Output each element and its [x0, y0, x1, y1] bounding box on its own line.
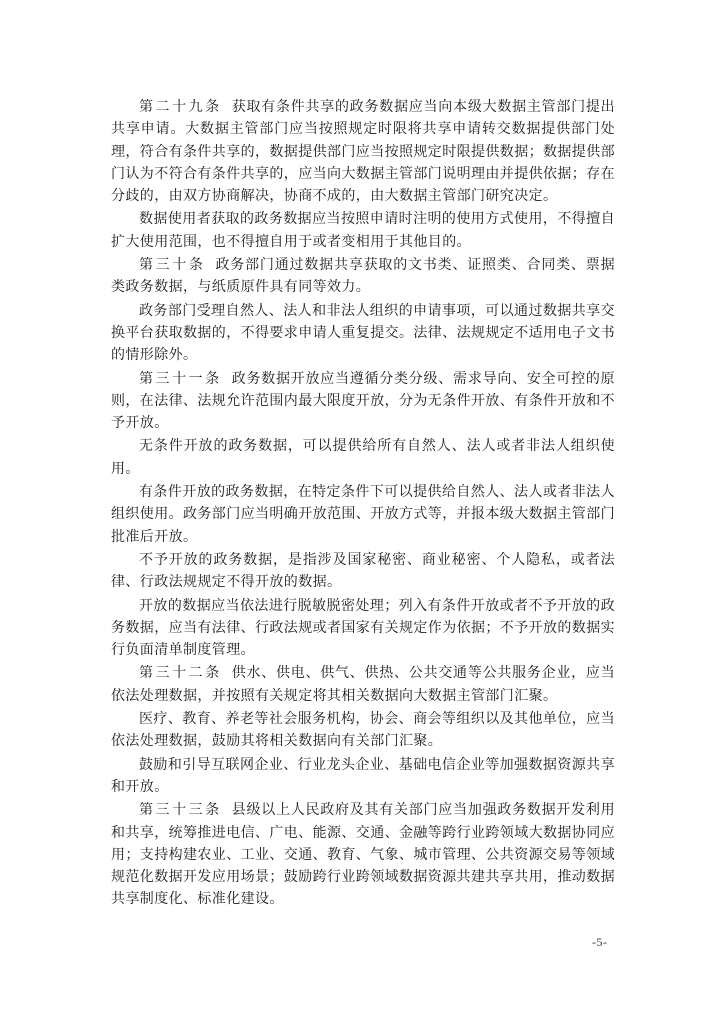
article-heading: 第三十条 — [139, 257, 206, 274]
paragraph-text: 获取有条件共享的政务数据应当向本级大数据主管部门提出共享申请。大数据主管部门应当按照规定时限将共享申请转交数据提供部门处理，符合有条件共享的，数据提供部门应当按照规定时限提供数据；数据提供部门认为不符合有条件共享的，应当向大数据主管部门说明理由并提供依据；存在分歧的，由双方协商解决，协商不成的，由大数据主管部门研究决定。 — [111, 99, 615, 205]
paragraph-text: 有条件开放的政务数据，在特定条件下可以提供给自然人、法人或者非法人组织使用。政务部门应当明确开放范围、开放方式等，并报本级大数据主管部门批准后开放。 — [111, 484, 615, 545]
paragraph-article-33 — [111, 799, 615, 910]
paragraph-text: 供水、供电、供气、供热、公共交通等公共服务企业，应当依法处理数据，并按照有关规定将其相关数据向大数据主管部门汇聚。 — [111, 665, 615, 704]
paragraph-text: 开放的数据应当依法进行脱敏脱密处理；列入有条件开放或者不予开放的政务数据，应当有法律、行政法规或者国家有关规定作为依据；不予开放的数据实行负面清单制度管理。 — [111, 597, 615, 659]
paragraph-article-29 — [111, 96, 615, 207]
article-heading: 第三十一条 — [139, 370, 222, 387]
paragraph-text: 政务部门受理自然人、法人和非法人组织的申请事项，可以通过数据共享交换平台获取数据的，不得要求申请人重复提交。法律、法规规定不适用电子文书的情形除外。 — [111, 302, 615, 364]
article-heading: 第二十九条 — [139, 99, 222, 115]
article-heading: 第三十二条 — [139, 665, 222, 682]
paragraph-article-30 — [111, 254, 615, 299]
paragraph — [111, 708, 615, 753]
paragraph-article-32 — [111, 662, 615, 707]
paragraph — [111, 208, 615, 253]
article-heading: 第三十三条 — [139, 802, 222, 819]
paragraph — [111, 549, 615, 594]
paragraph-text: 数据使用者获取的政务数据应当按照申请时注明的使用方式使用，不得擅自扩大使用范围，也不得擅自用于或者变相用于其他目的。 — [111, 211, 615, 250]
paragraph — [111, 435, 615, 480]
paragraph-text: 医疗、教育、养老等社会服务机构，协会、商会等组织以及其他单位，应当依法处理数据，鼓励其将相关数据向有关部门汇聚。 — [111, 711, 615, 750]
document-body — [111, 96, 615, 912]
paragraph — [111, 481, 615, 548]
paragraph-text: 不予开放的政务数据，是指涉及国家秘密、商业秘密、个人隐私，或者法律、行政法规规定不得开放的数据。 — [111, 551, 615, 591]
paragraph-article-31 — [111, 368, 615, 435]
paragraph-text: 政务数据开放应当遵循分类分级、需求导向、安全可控的原则，在法律、法规允许范围内最大限度开放，分为无条件开放、有条件开放和不予开放。 — [111, 370, 615, 432]
page-number: -5- — [592, 935, 608, 949]
paragraph-text: 县级以上人民政府及其有关部门应当加强政务数据开发利用和共享，统筹推进电信、广电、能源、交通、金融等跨行业跨领域大数据协同应用；支持构建农业、工业、交通、教育、气象、城市管理、公共资源交易等领域规范化数据开发应用场景；鼓励跨行业跨领域数据资源共建共享共用，推动数据共享制度化、标准化建设。 — [111, 802, 615, 908]
paragraph-text: 政务部门通过数据共享获取的文书类、证照类、合同类、票据类政务数据，与纸质原件具有同等效力。 — [111, 257, 615, 296]
paragraph — [111, 754, 615, 799]
paragraph-text: 无条件开放的政务数据，可以提供给所有自然人、法人或者非法人组织使用。 — [111, 438, 615, 477]
paragraph — [111, 595, 615, 662]
paragraph-text: 鼓励和引导互联网企业、行业龙头企业、基础电信企业等加强数据资源共享和开放。 — [111, 756, 615, 795]
paragraph — [111, 300, 615, 367]
